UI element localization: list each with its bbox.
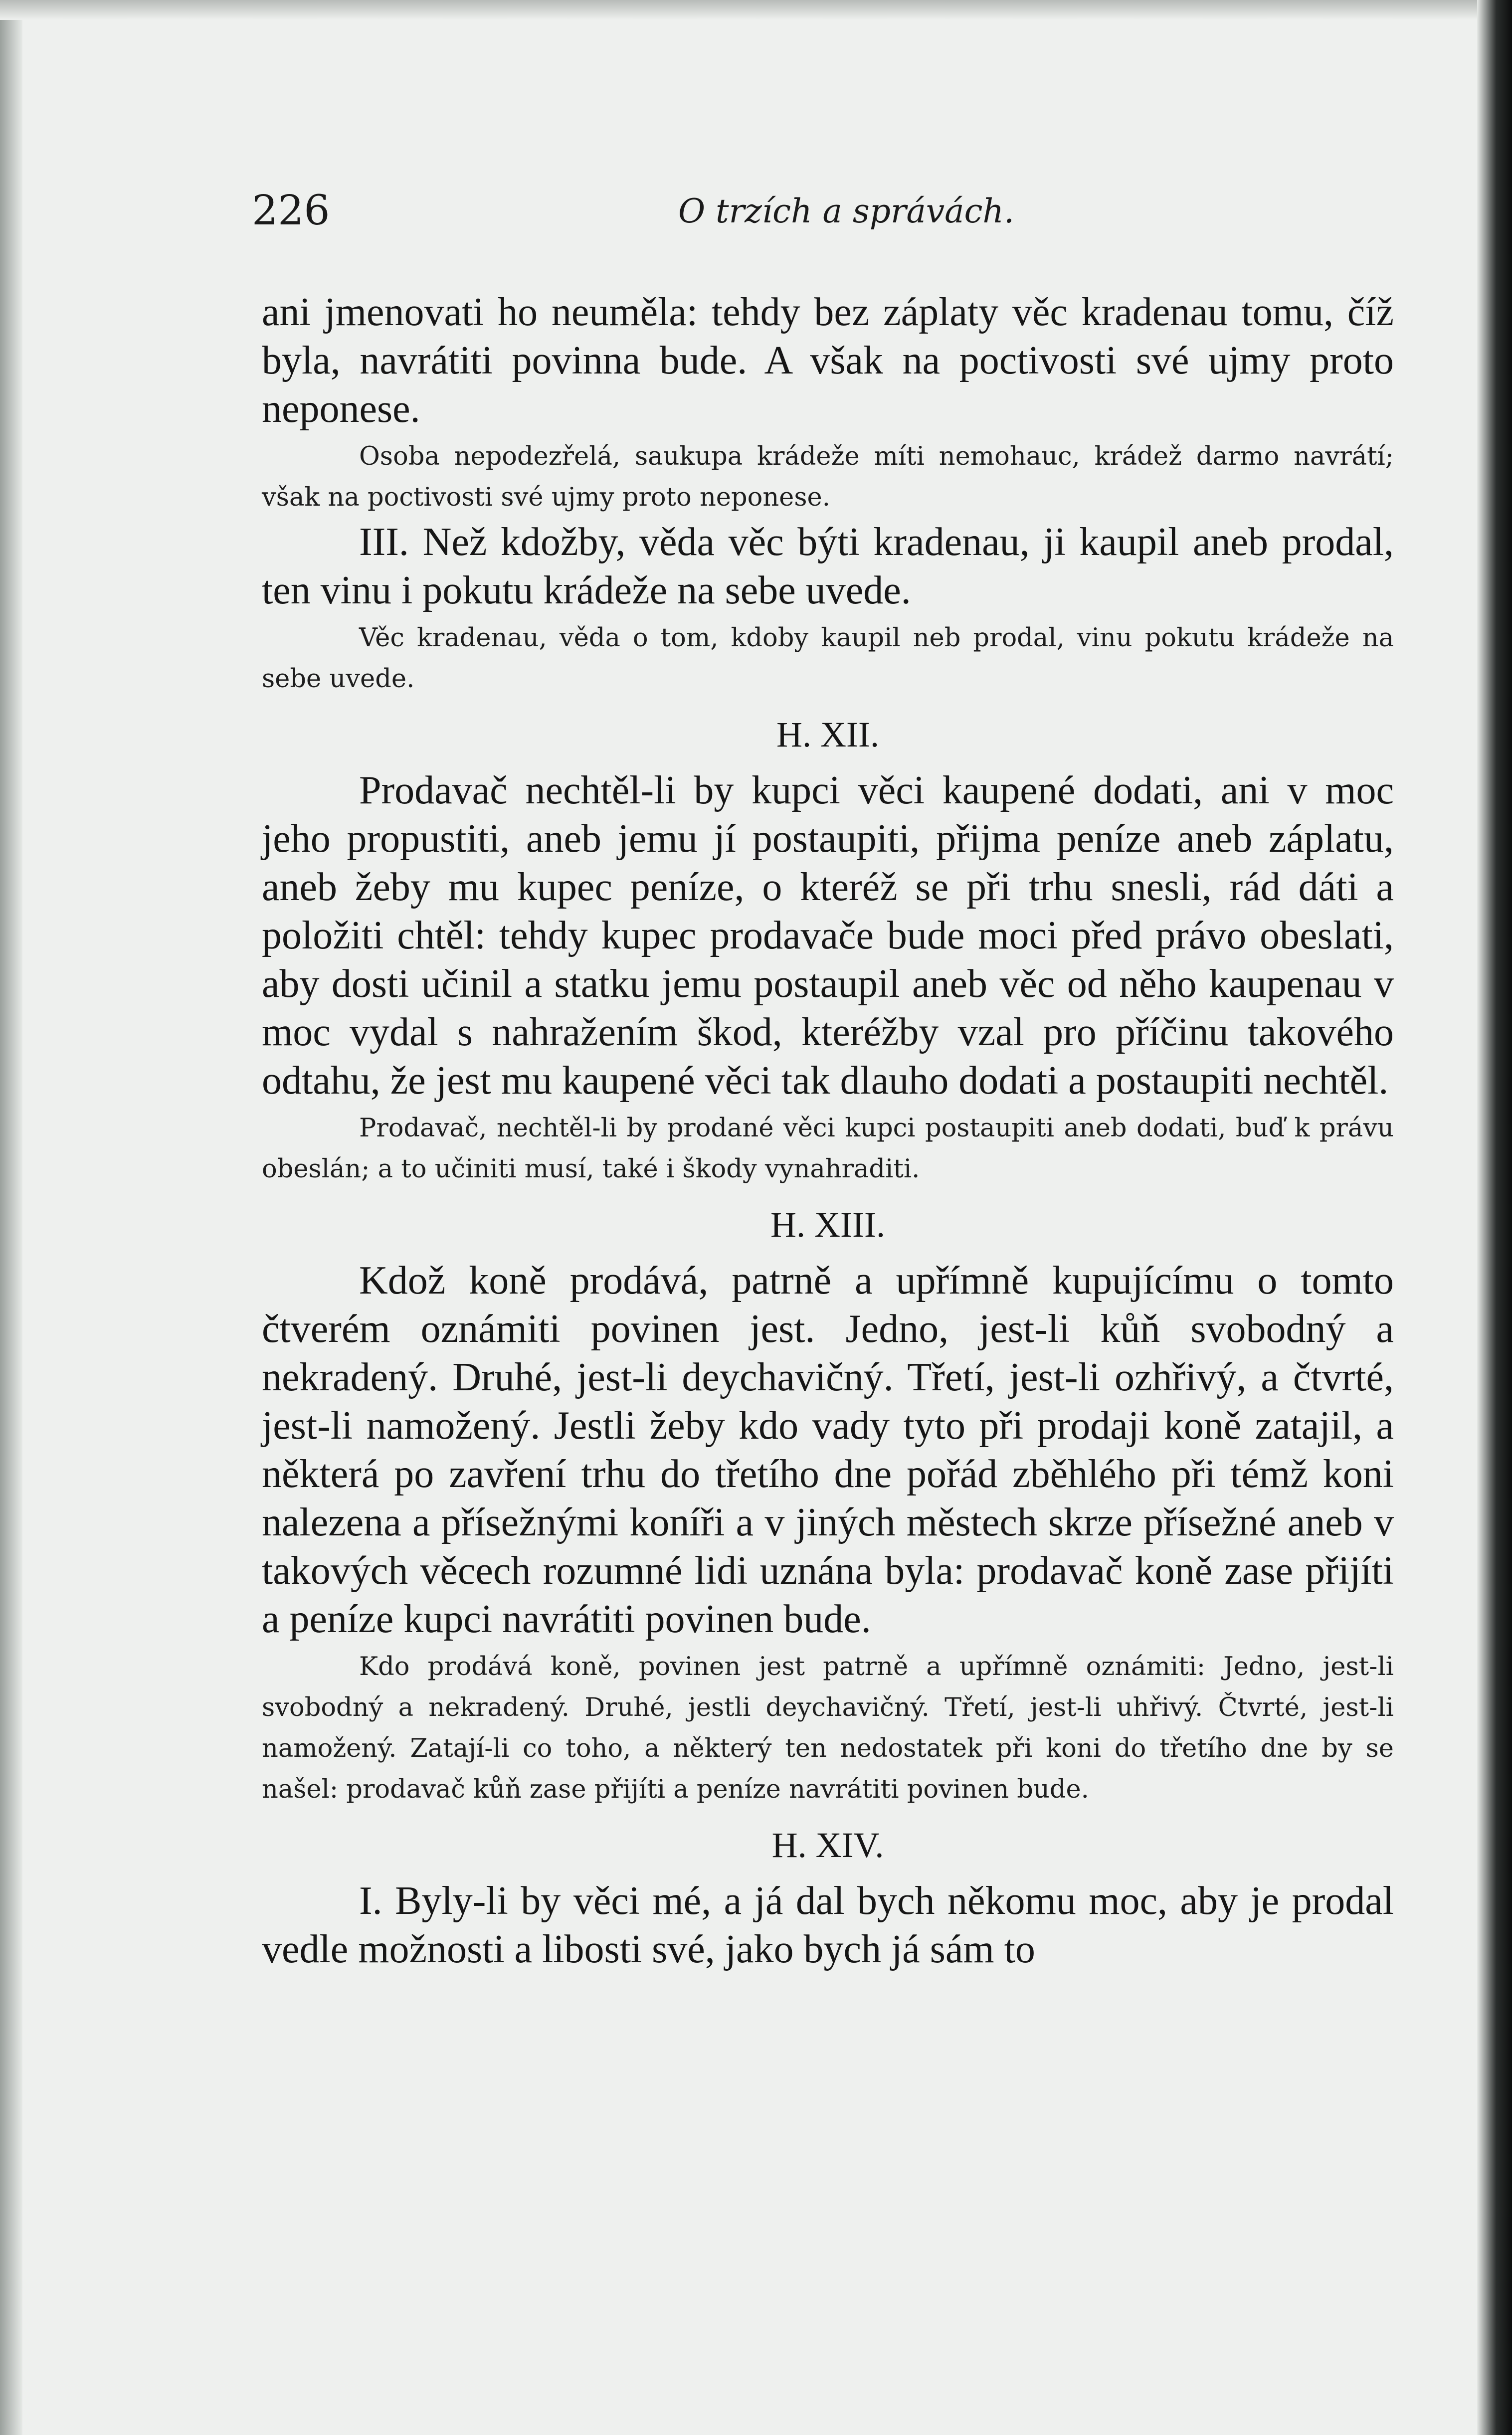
page-binding-edge — [0, 0, 22, 2435]
paragraph-xiii: Kdož koně prodává, patrně a upřímně kupujícímu o tomto čtverém oznámiti povinen jest. Jedno, jest-li kůň svobodný a nekradený. Druhé, jest-li deychavičný. Třetí, jest-li ozhřivý, a čtvrté, jest-li namožený. Jestli žeby kdo vady tyto při prodaji koně zatajil, a některá po zavření trhu do třetího dne pořád zběhlého při témž koni nalezena a přísežnými koníři a v jiných městech skrze přísežné aneb v takových věcech rozumné lidi uznána byla: prodavač koně zase přijíti a peníze kupci navrátiti povinen bude. — [262, 1259, 1394, 1641]
section-heading-xiii: H. XIII. — [770, 1205, 885, 1245]
page-top-edge — [0, 0, 1512, 20]
section-heading-xiv: H. XIV. — [771, 1825, 884, 1865]
section-heading-xii: H. XII. — [776, 715, 879, 754]
paragraph-continuation: ani jmenovati ho neuměla: tehdy bez záplaty věc kradenau tomu, číž byla, navrátiti povinna bude. A však na poctivosti své ujmy proto neponese. — [262, 290, 1394, 431]
page-number: 226 — [252, 187, 330, 234]
paragraph-xiv: I. Byly-li by věci mé, a já dal bych někomu moc, aby je prodal vedle možnosti a libosti své, jako bych já sám to — [262, 1879, 1394, 1971]
summary-note: Kdo prodává koně, povinen jest patrně a upřímně oznámiti: Jedno, jest-li svobodný a nekradený. Druhé, jestli deychavičný. Třetí, jest-li uhřivý. Čtvrté, jest-li namožený. Zatají-li co toho, a některý ten nedostatek při koni do třetího dne by se našel: prodavač kůň zase přijíti a peníze navrátiti povinen bude. — [262, 1652, 1394, 1804]
running-title: O trzích a správách. — [678, 192, 1014, 230]
paragraph-xii: Prodavač nechtěl-li by kupci věci kaupené dodati, ani v moc jeho propustiti, aneb jemu jí postaupiti, přijma peníze aneb záplatu, aneb žeby mu kupec peníze, o kteréž se při trhu snesli, rád dáti a položiti chtěl: tehdy kupec prodavače bude moci před právo obeslati, aby dosti učinil a statku jemu postaupil aneb věc od něho kaupenau v moc vydal s nahražením škod, kteréžby vzal pro příčinu takového odtahu, že jest mu kaupené věci tak dlauho dodati a postaupiti nechtěl. — [262, 768, 1394, 1103]
page-body — [262, 288, 1394, 1974]
summary-note: Věc kradenau, věda o tom, kdoby kaupil neb prodal, vinu pokutu krádeže na sebe uvede. — [262, 623, 1394, 694]
summary-note: Osoba nepodezřelá, saukupa krádeže míti nemohauc, krádež darmo navrátí; však na poctivosti své ujmy proto neponese. — [262, 442, 1394, 512]
summary-note: Prodavač, nechtěl-li by prodané věci kupci postaupiti aneb dodati, buď k právu obeslán; a to učiniti musí, také i škody vynahraditi. — [262, 1114, 1394, 1184]
page-right-edge — [1477, 0, 1512, 2435]
page-header — [0, 187, 1512, 252]
paragraph-iii: III. Než kdožby, věda věc býti kradenau, ji kaupil aneb prodal, ten vinu i pokutu krádeže na sebe uvede. — [262, 520, 1394, 612]
